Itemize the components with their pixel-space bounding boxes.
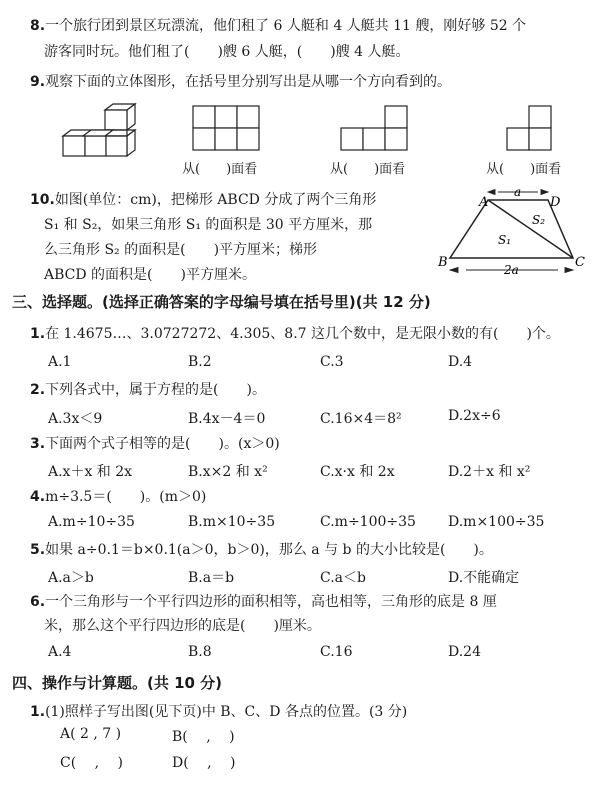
option-c[interactable]: C.16 [320,644,353,660]
option-b[interactable]: B.2 [188,354,212,370]
question-text: 如图(单位：cm)，把梯形 ABCD 分成了两个三角形 [54,192,377,208]
option-b[interactable]: B.4x－4＝0 [188,411,266,427]
s2-label: S₂ [532,213,546,227]
view-label-2: 从( )面看 [330,162,406,177]
choice-question-2 [30,378,266,402]
view-figure-2 [340,105,410,153]
question-text: (1)照样子写出图(见下页)中 B、C、D 各点的位置。(3 分) [45,704,408,720]
question-number: 1. [30,326,46,342]
option-d[interactable]: D.4 [448,354,473,370]
vertex-c: C [575,255,585,270]
question-number: 9. [30,74,46,90]
question-number: 10. [30,192,55,208]
question-number: 3. [30,436,46,452]
trapezoid-figure [428,186,608,278]
question-number: 8. [30,18,46,34]
vertex-d: D [550,195,561,210]
s1-label: S₁ [498,233,512,247]
question-text: 一个三角形与一个平行四边形的面积相等，高也相等，三角形的底是 8 厘 [45,594,497,610]
question-number: 4. [30,489,46,505]
option-b[interactable]: B.8 [188,644,212,660]
coordinate-c[interactable]: C( , ) [60,755,123,771]
question-text: 在 1.4675…、3.0727272、4.305、8.7 这几个数中，是无限小数的有( )个。 [45,326,560,342]
view-label-3: 从( )面看 [486,162,562,177]
section-3-title: 三、选择题。(选择正确答案的字母编号填在括号里)(共 12 分) [12,293,431,311]
operation-question-1 [30,700,407,724]
choice-options-4 [48,514,608,534]
question-text: 如果 a÷0.1＝b×0.1(a＞0，b＞0)，那么 a 与 b 的大小比较是( )。 [45,542,493,558]
question-9 [30,70,451,94]
question-number: 6. [30,594,46,610]
choice-options-6 [48,644,608,664]
question-10-line3: 么三角形 S₂ 的面积是( )平方厘米；梯形 [44,242,318,258]
solid-cube-figure [55,102,145,164]
vertex-a: A [479,195,489,210]
view-label-1: 从( )面看 [182,162,258,177]
option-d[interactable]: D.不能确定 [448,570,520,586]
question-8 [30,14,526,38]
option-a[interactable]: A.m÷10÷35 [48,514,135,530]
choice-options-3 [48,461,608,481]
question-text: 观察下面的立体图形，在括号里分别写出是从哪一个方向看到的。 [45,74,452,90]
option-c[interactable]: C.3 [320,354,344,370]
option-b[interactable]: B.m×10÷35 [188,514,276,530]
question-10-line2: S₁ 和 S₂，如果三角形 S₁ 的面积是 30 平方厘米，那 [44,217,373,233]
option-d[interactable]: D.2＋x 和 x² [448,464,531,480]
view-figure-1 [192,105,262,153]
choice-question-3 [30,432,280,456]
coordinate-b[interactable]: B( , ) [172,729,235,745]
coordinate-d[interactable]: D( , ) [172,755,236,771]
bottom-length-label: 2a [504,263,519,277]
question-10-line4: ABCD 的面积是( )平方厘米。 [44,267,256,283]
option-c[interactable]: C.16×4＝8² [320,411,402,427]
question-8-line2: 游客同时玩。他们租了( )艘 6 人艇，( )艘 4 人艇。 [44,44,410,60]
option-a[interactable]: A.a＞b [48,570,94,586]
option-a[interactable]: A.3x＜9 [48,411,103,427]
choice-options-2 [48,408,608,428]
option-c[interactable]: C.x·x 和 2x [320,464,395,480]
option-a[interactable]: A.1 [48,354,72,370]
choice-question-4 [30,485,206,509]
choice-options-1 [48,354,608,374]
option-b[interactable]: B.x×2 和 x² [188,464,268,480]
option-d[interactable]: D.24 [448,644,481,660]
choice-question-6 [30,590,497,614]
choice-question-1 [30,322,560,346]
question-10 [30,188,376,212]
question-number: 1. [30,704,46,720]
option-d[interactable]: D.2x÷6 [448,408,501,424]
option-b[interactable]: B.a＝b [188,570,235,586]
choice-options-5 [48,567,608,587]
choice-question-6-line2: 米，那么这个平行四边形的底是( )厘米。 [44,618,321,634]
question-number: 2. [30,382,46,398]
choice-question-5 [30,538,493,562]
question-text: 下面两个式子相等的是( )。(x＞0) [45,436,280,452]
question-text: 下列各式中，属于方程的是( )。 [45,382,266,398]
option-d[interactable]: D.m×100÷35 [448,514,545,530]
question-text: 一个旅行团到景区玩漂流，他们租了 6 人艇和 4 人艇共 11 艘，刚好够 52 个 [45,18,527,34]
coordinate-a: A( 2 , 7 ) [60,726,122,742]
option-c[interactable]: C.m÷100÷35 [320,514,416,530]
option-c[interactable]: C.a＜b [320,570,366,586]
vertex-b: B [438,255,448,270]
option-a[interactable]: A.4 [48,644,72,660]
question-text: m÷3.5＝( )。(m＞0) [45,489,207,505]
view-figure-3 [506,105,554,153]
question-number: 5. [30,542,46,558]
top-length-label: a [514,186,522,199]
section-4-title: 四、操作与计算题。(共 10 分) [12,674,223,692]
option-a[interactable]: A.x＋x 和 2x [48,464,133,480]
